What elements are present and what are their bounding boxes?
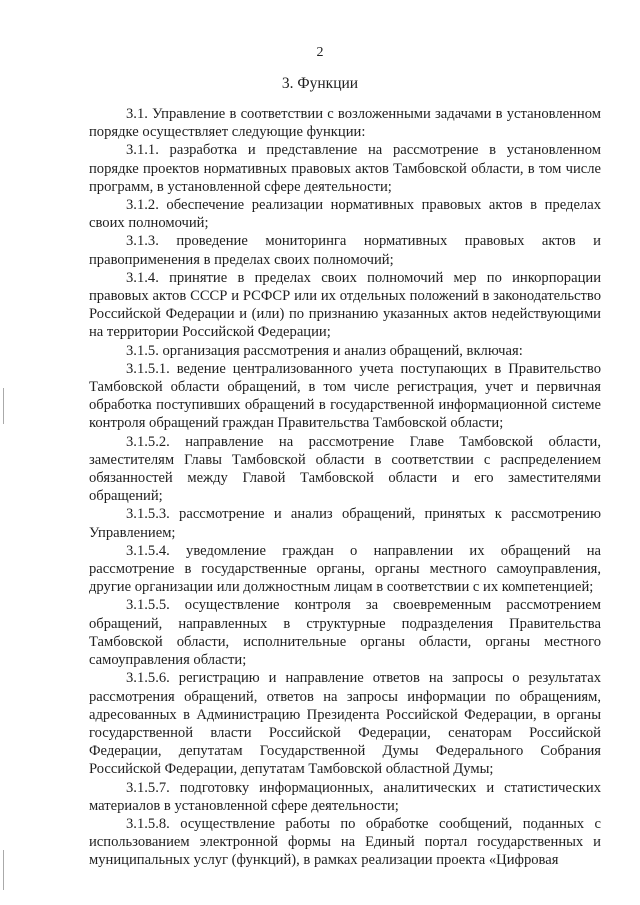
paragraph: 3.1.4. принятие в пределах своих полномочий мер по инкорпорации правовых актов СССР и РСФСР или их отдельных положений в законодательство Российской Федерации и (или) по признанию указанных актов недействующими на территории Российской Федерации;: [89, 269, 601, 341]
paragraph: 3.1.5.6. регистрацию и направление ответов на запросы о результатах рассмотрения обращений, ответов на запросы информации по обращениям, адресованных в Администрацию Президента Российской Федерации, в органы государственной власти Российской Федерации, сенаторам Российской Федерации, депутатам Государственной Думы Федерального Собрания Российской Федерации, депутатам Тамбовской областной Думы;: [89, 670, 601, 778]
paragraph: 3.1.5. организация рассмотрения и анализ обращений, включая:: [126, 342, 523, 359]
paragraph: 3.1.5.8. осуществление работы по обработке сообщений, поданных с использованием электронной формы на Единый портал государственных и муниципальных услуг (функций), в рамках реализации проекта «Цифровая: [89, 815, 601, 869]
page-number: 2: [316, 45, 324, 60]
margin-scan-mark: [3, 388, 4, 424]
document-body: [89, 105, 601, 870]
margin-scan-mark: [3, 850, 4, 890]
paragraph: 3.1.5.2. направление на рассмотрение Главе Тамбовской области, заместителям Главы Тамбовской области в соответствии с распределением обязанностей между Главой Тамбовской области и его заместителями обращений;: [89, 433, 601, 505]
paragraph: 3.1.5.3. рассмотрение и анализ обращений, принятых к рассмотрению Управлением;: [89, 506, 601, 541]
paragraph: 3.1.5.7. подготовку информационных, аналитических и статистических материалов в установленной сфере деятельности;: [89, 779, 601, 814]
paragraph: 3.1.1. разработка и представление на рассмотрение в установленном порядке проектов нормативных правовых актов Тамбовской области, в том числе программ, в установленной сфере деятельности;: [89, 142, 601, 195]
paragraph: 3.1.3. проведение мониторинга нормативных правовых актов и правоприменения в пределах своих полномочий;: [89, 233, 601, 268]
paragraph: 3.1.2. обеспечение реализации нормативных правовых актов в пределах своих полномочий;: [89, 197, 601, 232]
paragraph: 3.1.5.1. ведение централизованного учета поступающих в Правительство Тамбовской области обращений, в том числе регистрация, учет и первичная обработка поступивших обращений в государственной информационной системе контроля обращений граждан Правительства Тамбовской области;: [89, 360, 601, 432]
paragraph: 3.1. Управление в соответствии с возложенными задачами в установленном порядке осуществляет следующие функции:: [89, 106, 601, 141]
paragraph: 3.1.5.5. осуществление контроля за своевременным рассмотрением обращений, направленных в структурные подразделения Правительства Тамбовской области, исполнительные органы области, органы местного самоуправления области;: [89, 597, 601, 669]
section-heading: 3. Функции: [281, 75, 359, 92]
paragraph: 3.1.5.4. уведомление граждан о направлении их обращений на рассмотрение в государственные органы, органы местного самоуправления, другие организации или должностным лицам в соответствии с их компетенцией;: [89, 542, 601, 596]
